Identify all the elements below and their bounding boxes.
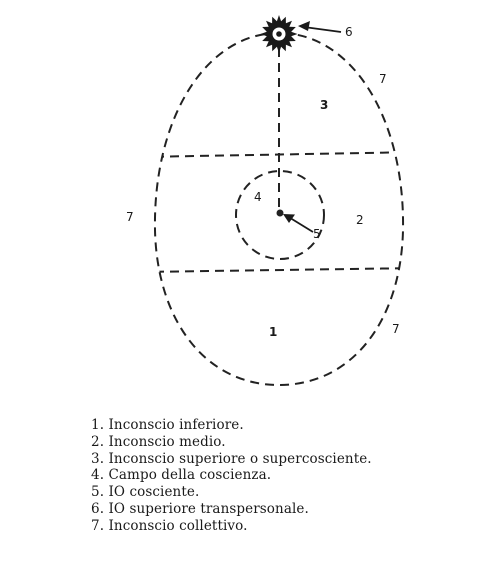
label-1: 1 <box>269 325 278 339</box>
legend-item-superconscious: 3. Inconscio superiore o supercosciente. <box>91 450 372 467</box>
lower-divider <box>140 268 420 272</box>
label-7-left: 7 <box>126 210 134 224</box>
label-2: 2 <box>356 213 364 227</box>
label-7-top-right: 7 <box>379 72 387 86</box>
legend-item-middle-unconscious: 2. Inconscio medio. <box>91 433 226 450</box>
legend-item-collective-unconscious: 7. Inconscio collettivo. <box>91 517 248 534</box>
sun-star-icon <box>261 15 298 53</box>
higher-self-arrow <box>298 21 341 32</box>
label-6: 6 <box>345 25 353 39</box>
legend-item-field-of-consciousness: 4. Campo della coscienza. <box>91 467 272 484</box>
legend-item-conscious-self: 5. IO cosciente. <box>91 484 200 501</box>
conscious-self-dot <box>277 210 284 217</box>
conscious-self-arrow <box>283 214 313 232</box>
label-7-bottom-right: 7 <box>392 322 400 336</box>
label-5: 5 <box>313 227 321 241</box>
label-4: 4 <box>254 190 262 204</box>
legend-item-higher-self: 6. IO superiore transpersonale. <box>91 500 309 517</box>
legend-item-lower-unconscious: 1. Inconscio inferiore. <box>91 417 244 433</box>
legend <box>91 417 372 535</box>
label-3: 3 <box>320 98 329 112</box>
